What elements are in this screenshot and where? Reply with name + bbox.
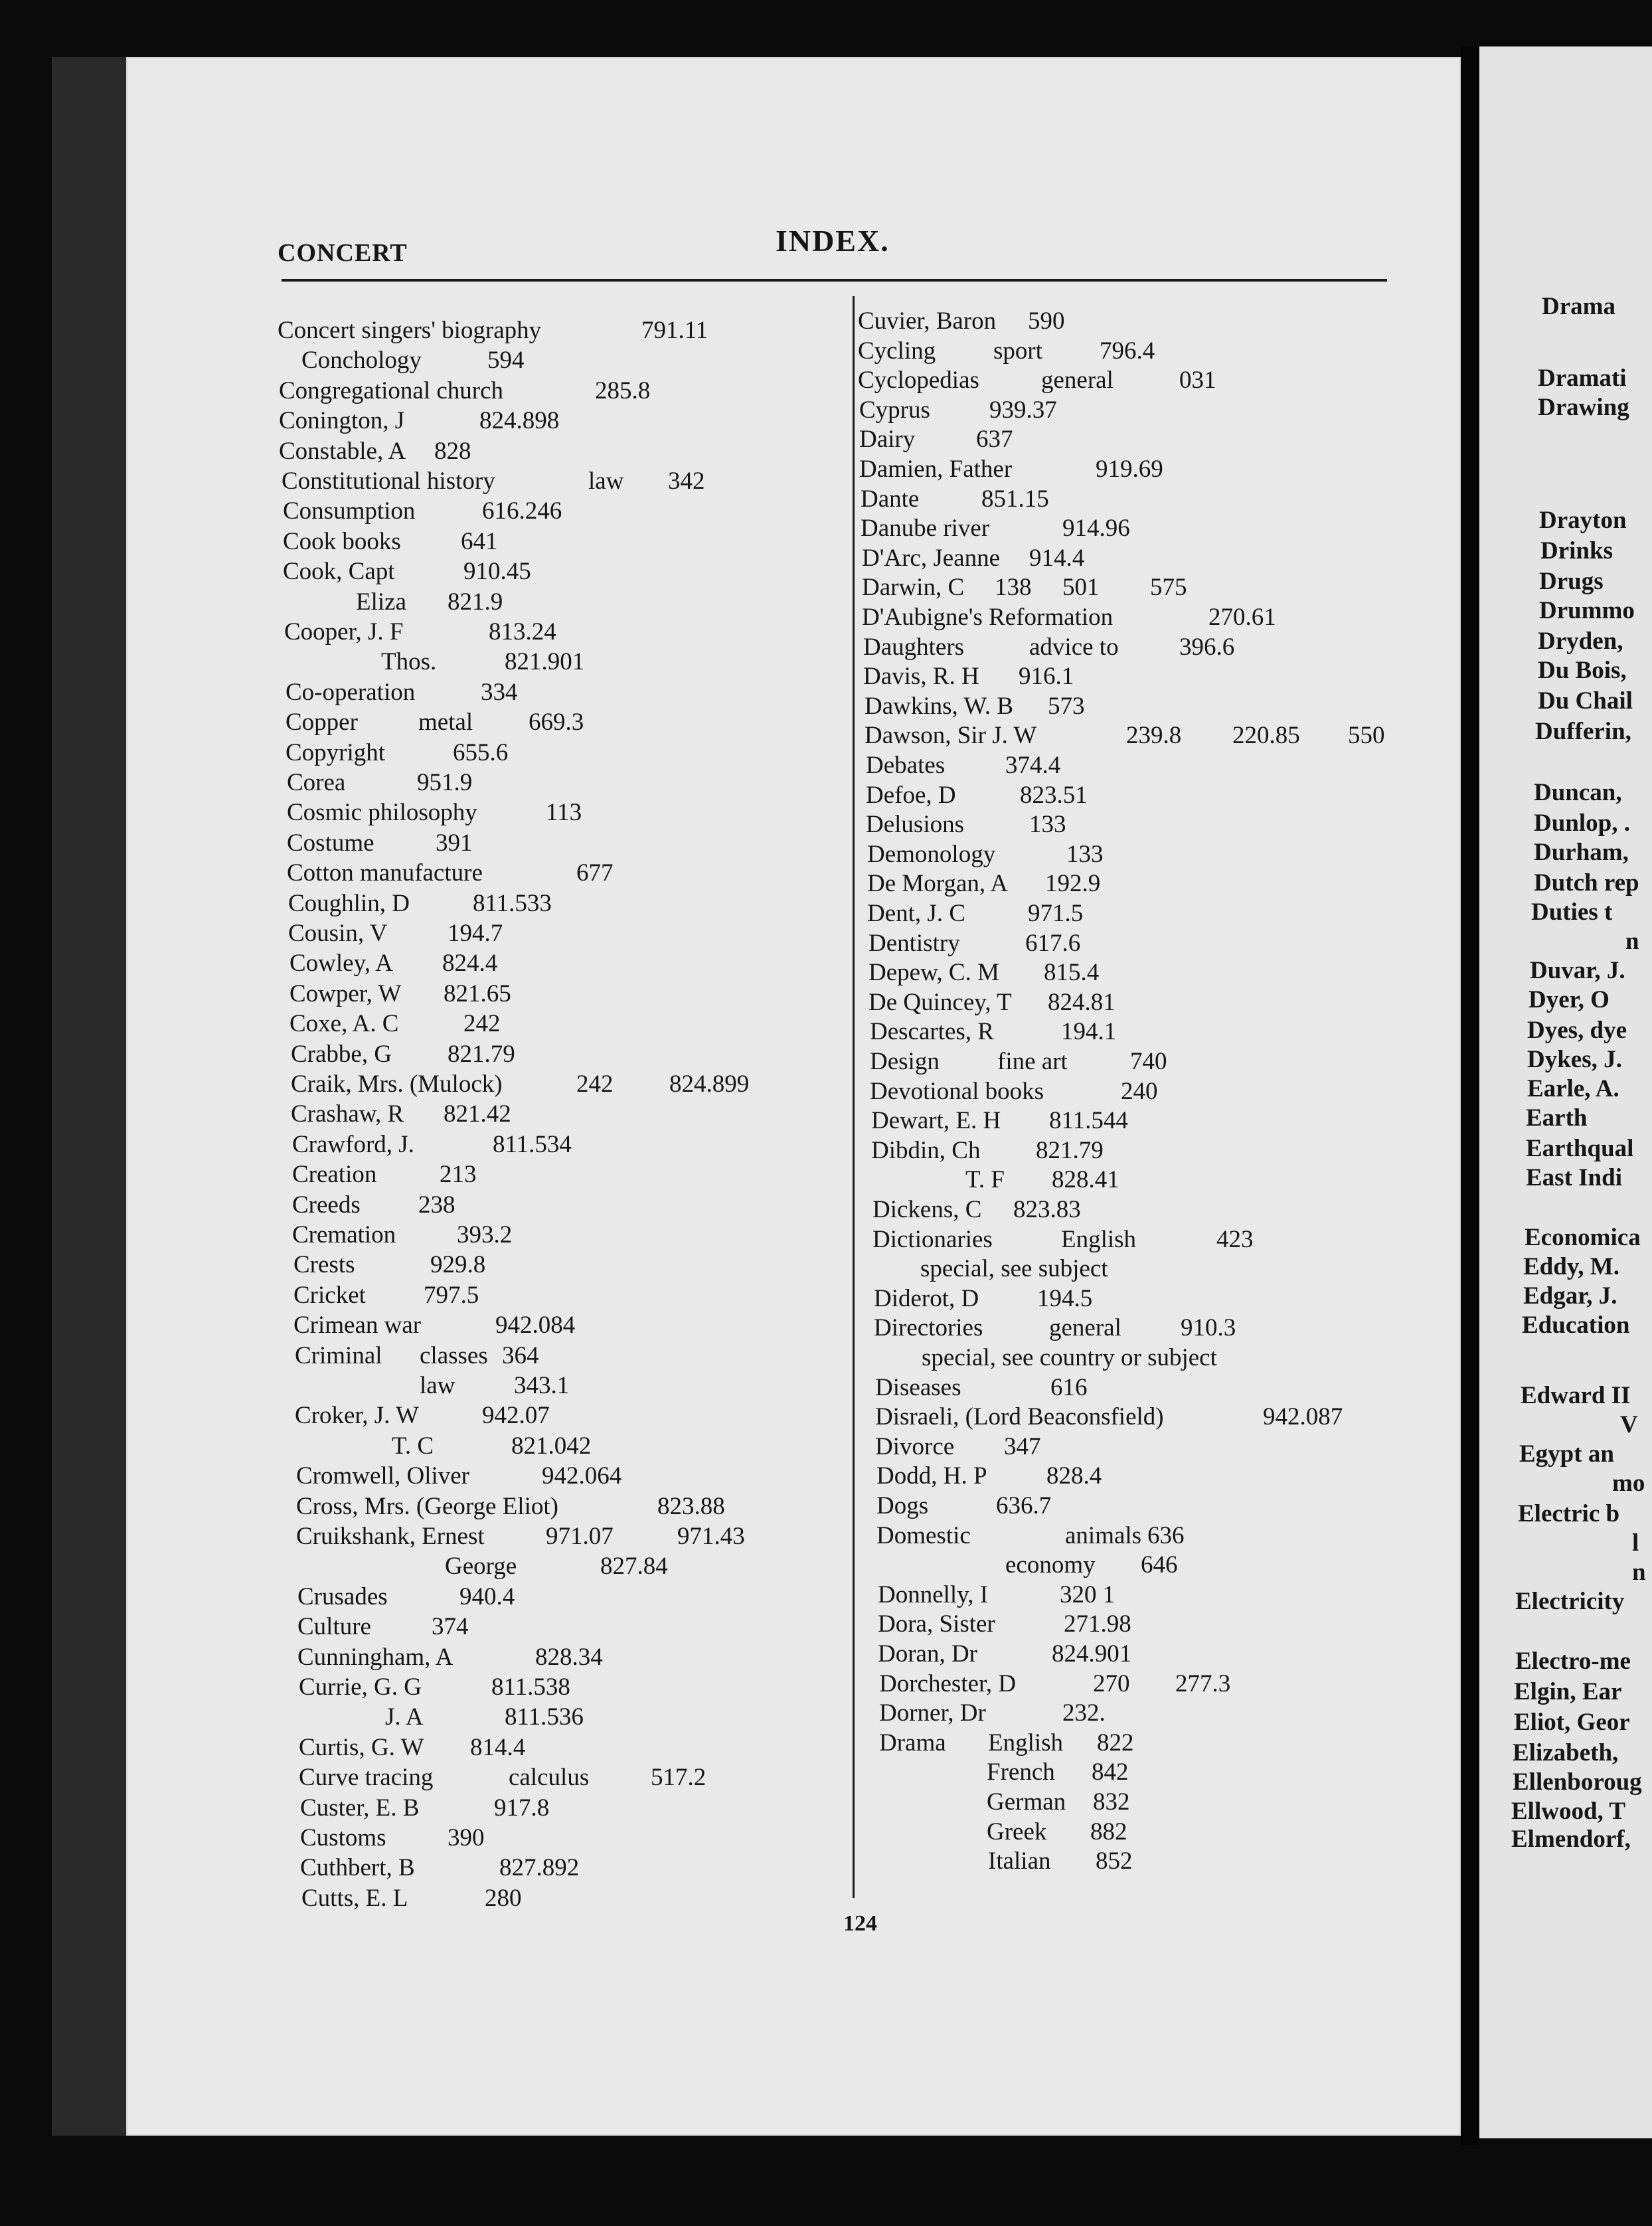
entry-heading: Danube river — [861, 515, 990, 542]
entry-reference: metal — [418, 709, 473, 736]
entry-heading: economy — [1005, 1551, 1096, 1579]
facing-page-entry: Economica — [1525, 1224, 1641, 1251]
entry-reference: 942.064 — [542, 1462, 622, 1490]
entry-heading: Cuthbert, B — [300, 1854, 415, 1881]
entry-reference: 285.8 — [595, 377, 651, 404]
entry-heading: Eliza — [356, 588, 407, 616]
entry-reference: 821.79 — [448, 1041, 515, 1068]
entry-reference: English — [988, 1729, 1064, 1756]
entry-reference: 239.8 — [1126, 722, 1182, 749]
entry-reference: 192.9 — [1045, 870, 1101, 897]
facing-page-entry: Dufferin, — [1535, 718, 1631, 745]
entry-reference: 646 — [1141, 1551, 1178, 1579]
entry-heading: Co-operation — [286, 679, 416, 706]
entry-reference: 616.246 — [482, 497, 562, 525]
entry-heading: Curve tracing — [299, 1764, 434, 1791]
facing-page-entry: Dykes, J. — [1527, 1046, 1622, 1073]
entry-reference: 821.42 — [444, 1100, 511, 1128]
entry-reference: 910.3 — [1181, 1314, 1236, 1341]
facing-page-entry: Earthqual — [1526, 1135, 1634, 1162]
entry-heading: Dewart, E. H — [871, 1107, 1001, 1134]
entry-heading: Damien, Father — [859, 456, 1013, 483]
entry-reference: 824.81 — [1048, 989, 1115, 1016]
page-number: 124 — [843, 1911, 877, 1936]
entry-heading: Crabbe, G — [291, 1041, 392, 1068]
entry-heading: Constitutional history — [282, 468, 495, 495]
entry-reference: 851.15 — [981, 485, 1049, 513]
entry-heading: Cycling — [858, 337, 936, 365]
facing-page-entry: Education — [1522, 1312, 1630, 1339]
facing-page-entry: Duties t — [1531, 899, 1613, 926]
facing-page-entry: Du Bois, — [1538, 657, 1627, 684]
entry-reference: 828 — [434, 438, 471, 465]
entry-heading: Devotional books — [870, 1078, 1044, 1105]
entry-heading: T. F — [965, 1166, 1005, 1193]
entry-heading: Cowper, W — [289, 980, 402, 1007]
entry-reference: 814.4 — [470, 1734, 526, 1761]
entry-reference: 677 — [576, 859, 614, 887]
entry-heading: Cotton manufacture — [287, 859, 483, 887]
entry-reference: 821.65 — [444, 980, 511, 1007]
entry-reference: 277.3 — [1175, 1670, 1231, 1697]
entry-reference: advice to — [1029, 634, 1119, 661]
entry-reference: 616 — [1050, 1374, 1088, 1401]
entry-heading: Conington, J — [279, 407, 405, 434]
entry-reference: 811.538 — [491, 1673, 570, 1701]
facing-page-entry: Elmendorf, — [1511, 1826, 1631, 1853]
entry-reference: 882 — [1090, 1818, 1127, 1845]
entry-reference: general — [1041, 367, 1114, 394]
entry-heading: Cosmic philosophy — [287, 799, 477, 826]
entry-reference: 374 — [432, 1613, 469, 1640]
entry-heading: Crimean war — [293, 1312, 422, 1339]
entry-heading: Crashaw, R — [291, 1100, 404, 1128]
entry-reference: 575 — [1150, 574, 1187, 601]
entry-heading: George — [445, 1553, 517, 1580]
entry-reference: 590 — [1028, 307, 1065, 335]
entry-heading: Design — [870, 1048, 940, 1075]
entry-heading: Depew, C. M — [868, 959, 999, 986]
entry-reference: 796.4 — [1100, 337, 1155, 365]
entry-reference: 238 — [418, 1191, 455, 1219]
entry-reference: 824.898 — [479, 407, 560, 434]
entry-heading: Consumption — [283, 497, 416, 525]
entry-reference: 617.6 — [1025, 930, 1081, 957]
entry-heading: Concert singers' biography — [278, 317, 542, 344]
entry-reference: 823.51 — [1020, 782, 1088, 809]
entry-heading: Davis, R. H — [863, 663, 979, 690]
entry-reference: 914.96 — [1062, 515, 1130, 542]
entry-heading: Descartes, R — [870, 1018, 994, 1045]
entry-heading: Dodd, H. P — [876, 1462, 987, 1490]
entry-reference: 942.07 — [482, 1402, 550, 1429]
facing-page-entry: Dutch rep — [1534, 869, 1639, 897]
entry-reference: 391 — [436, 829, 473, 857]
entry-heading: Currie, G. G — [299, 1673, 422, 1701]
entry-reference: 971.5 — [1028, 900, 1084, 927]
entry-heading: Dent, J. C — [867, 900, 965, 927]
facing-page-entry: Drugs — [1539, 568, 1604, 595]
entry-heading: Crawford, J. — [292, 1131, 414, 1158]
entry-reference: 270 — [1093, 1670, 1130, 1697]
entry-heading: Diseases — [875, 1374, 961, 1401]
entry-reference: 917.8 — [494, 1794, 550, 1822]
entry-heading: French — [987, 1758, 1055, 1786]
entry-reference: 133 — [1029, 811, 1066, 838]
entry-reference: 194.5 — [1037, 1285, 1093, 1312]
facing-page-entry: mo — [1612, 1470, 1645, 1497]
facing-page-entry: Ellenboroug — [1513, 1768, 1642, 1796]
entry-reference: 242 — [463, 1010, 501, 1037]
facing-page-entry: Durham, — [1534, 839, 1629, 866]
entry-heading: Congregational church — [279, 377, 504, 404]
entry-heading: Craik, Mrs. (Mulock) — [291, 1070, 503, 1098]
entry-heading: De Quincey, T — [868, 989, 1012, 1016]
facing-page-entry: Dyer, O — [1528, 986, 1610, 1013]
facing-page-entry: Eliot, Geor — [1514, 1709, 1630, 1736]
entry-heading: Donnelly, I — [878, 1581, 989, 1608]
entry-heading: Doran, Dr — [878, 1640, 978, 1668]
entry-reference: 594 — [487, 347, 525, 374]
entry-reference: 914.4 — [1029, 545, 1085, 572]
entry-heading: Conchology — [301, 347, 422, 374]
entry-reference: 919.69 — [1096, 456, 1163, 483]
entry-heading: Cousin, V — [288, 920, 388, 947]
entry-heading: Cook books — [283, 528, 401, 555]
entry-reference: 821.79 — [1036, 1137, 1104, 1164]
entry-heading: De Morgan, A — [867, 870, 1009, 897]
entry-reference: 636.7 — [996, 1492, 1052, 1519]
entry-heading: Dawkins, W. B — [865, 693, 1014, 720]
entry-heading: Italian — [988, 1847, 1051, 1875]
entry-reference: 390 — [448, 1824, 485, 1851]
entry-reference: 951.9 — [417, 769, 473, 796]
entry-reference: 791.11 — [641, 317, 708, 344]
entry-reference: 828.4 — [1046, 1462, 1102, 1490]
entry-heading: Daughters — [863, 634, 965, 661]
facing-page-entry: n — [1625, 928, 1639, 955]
entry-heading: D'Arc, Jeanne — [862, 545, 1001, 572]
entry-heading: Dictionaries — [872, 1226, 993, 1253]
facing-page-entry: Dryden, — [1538, 628, 1623, 655]
entry-heading: Dickens, C — [872, 1196, 982, 1223]
entry-heading: Dibdin, Ch — [871, 1137, 981, 1164]
entry-reference: 821.9 — [448, 588, 503, 616]
entry-heading: Defoe, D — [866, 782, 956, 809]
entry-heading: Cutts, E. L — [301, 1885, 408, 1912]
facing-page-entry: Dunlop, . — [1534, 810, 1630, 837]
entry-heading: Dairy — [859, 426, 916, 453]
entry-heading: Criminal — [295, 1342, 382, 1369]
entry-reference: 270.61 — [1208, 604, 1276, 631]
entry-reference: 637 — [976, 426, 1013, 453]
entry-heading: Greek — [987, 1818, 1047, 1845]
entry-reference: 138 — [995, 574, 1032, 601]
entry-reference: 828.41 — [1052, 1166, 1119, 1193]
entry-reference: 031 — [1179, 367, 1216, 394]
facing-page-entry: Duncan, — [1534, 779, 1622, 806]
entry-reference: calculus — [509, 1764, 590, 1791]
facing-page-entry: Edgar, J. — [1523, 1282, 1617, 1310]
entry-reference: 393.2 — [457, 1221, 513, 1248]
entry-heading: Dorchester, D — [879, 1670, 1017, 1697]
entry-reference: 822 — [1097, 1729, 1134, 1756]
entry-reference: 242 — [576, 1070, 614, 1098]
entry-heading: Copyright — [286, 739, 386, 766]
facing-page-entry: Ellwood, T — [1511, 1798, 1626, 1825]
page-title: INDEX. — [776, 224, 890, 258]
running-head: CONCERT — [278, 239, 408, 267]
book-binding-edge — [52, 57, 126, 2136]
entry-reference: English — [1061, 1226, 1137, 1253]
facing-page-entry: Electric b — [1518, 1500, 1620, 1527]
facing-page-entry: Drayton — [1539, 507, 1627, 534]
entry-heading: Cowley, A — [289, 950, 393, 977]
entry-reference: 929.8 — [430, 1251, 486, 1278]
facing-page-entry: Eddy, M. — [1523, 1253, 1619, 1280]
entry-reference: 334 — [481, 679, 518, 706]
entry-reference: 797.5 — [424, 1282, 479, 1309]
column-divider — [853, 296, 855, 1898]
entry-heading: Cooper, J. F — [284, 618, 404, 645]
entry-reference: 910.45 — [463, 558, 531, 585]
entry-heading: Cromwell, Oliver — [296, 1462, 470, 1490]
entry-heading: Disraeli, (Lord Beaconsfield) — [875, 1403, 1164, 1430]
entry-heading: Corea — [287, 769, 346, 796]
entry-heading: Cricket — [293, 1282, 366, 1309]
facing-page-entry: Duvar, J. — [1530, 957, 1625, 984]
entry-reference: 971.07 — [546, 1523, 614, 1550]
entry-heading: Cyprus — [859, 396, 930, 424]
entry-reference: 364 — [502, 1342, 539, 1369]
entry-heading: Custer, E. B — [300, 1794, 420, 1822]
entry-heading: Constable, A — [279, 438, 406, 465]
entry-heading: Croker, J. W — [295, 1402, 419, 1429]
entry-reference: 133 — [1066, 841, 1104, 868]
facing-page-entry: Electricity — [1515, 1588, 1625, 1615]
entry-reference: 669.3 — [529, 709, 584, 736]
facing-page-entry: Drawing — [1538, 394, 1629, 421]
entry-heading: Directories — [874, 1314, 983, 1341]
entry-heading: Crusades — [297, 1583, 388, 1610]
entry-reference: sport — [993, 337, 1042, 365]
entry-reference: 232. — [1062, 1699, 1106, 1727]
entry-heading: Curtis, G. W — [299, 1734, 424, 1761]
entry-reference: 517.2 — [651, 1764, 706, 1791]
entry-reference: 827.84 — [600, 1553, 668, 1580]
entry-reference: 824.4 — [442, 950, 498, 977]
entry-heading: special, see subject — [920, 1255, 1108, 1282]
facing-page-entry: Drummo — [1539, 597, 1635, 624]
entry-reference: 824.899 — [669, 1070, 750, 1098]
entry-heading: Demonology — [867, 841, 996, 868]
entry-reference: 280 — [485, 1885, 522, 1912]
entry-reference: general — [1049, 1314, 1121, 1341]
entry-reference: 501 — [1062, 574, 1100, 601]
entry-heading: Culture — [297, 1613, 371, 1640]
facing-page-entry: n — [1632, 1559, 1646, 1586]
entry-reference: 220.85 — [1232, 722, 1300, 749]
entry-heading: Customs — [300, 1824, 386, 1851]
entry-reference: 942.087 — [1263, 1403, 1343, 1430]
entry-reference: 113 — [546, 799, 582, 826]
entry-heading: Dogs — [876, 1492, 929, 1519]
entry-heading: Copper — [286, 709, 358, 736]
entry-heading: Divorce — [875, 1433, 955, 1460]
entry-heading: Coughlin, D — [288, 890, 410, 917]
facing-page-entry: Egypt an — [1519, 1440, 1614, 1468]
entry-reference: 423 — [1216, 1226, 1254, 1253]
entry-heading: Cunningham, A — [297, 1644, 454, 1671]
entry-reference: 815.4 — [1044, 959, 1100, 986]
entry-heading: Drama — [879, 1729, 946, 1756]
entry-heading: Creation — [292, 1161, 377, 1188]
entry-reference: 942.084 — [495, 1312, 576, 1339]
facing-page-entry: V — [1620, 1411, 1638, 1438]
entry-reference: 811.536 — [505, 1703, 584, 1731]
facing-page-entry: Drama — [1542, 293, 1615, 320]
entry-reference: 821.901 — [505, 648, 585, 675]
entry-reference: 824.901 — [1052, 1640, 1132, 1668]
entry-reference: 374.4 — [1005, 752, 1061, 779]
entry-reference: 842 — [1092, 1758, 1129, 1786]
entry-reference: 573 — [1048, 693, 1085, 720]
entry-reference: 828.34 — [535, 1644, 603, 1671]
book-gutter — [1461, 46, 1479, 2145]
facing-page-entry: Elgin, Ear — [1514, 1678, 1622, 1705]
entry-reference: 971.43 — [677, 1523, 745, 1550]
entry-heading: Thos. — [381, 648, 437, 675]
entry-reference: 852 — [1096, 1847, 1133, 1875]
entry-heading: Cyclopedias — [858, 367, 979, 394]
facing-page-entry: Du Chail — [1538, 687, 1633, 715]
entry-reference: 813.24 — [489, 618, 556, 645]
entry-reference: 940.4 — [459, 1583, 515, 1610]
entry-heading: Costume — [287, 829, 374, 857]
entry-reference: 240 — [1121, 1078, 1158, 1105]
header-rule — [282, 279, 1387, 282]
entry-heading: Dentistry — [868, 930, 960, 957]
entry-heading: Debates — [866, 752, 946, 779]
facing-page-entry: Elizabeth, — [1513, 1739, 1619, 1766]
entry-heading: Dante — [861, 485, 920, 513]
facing-page-entry: Edward II — [1521, 1382, 1631, 1409]
facing-page-entry: Dyes, dye — [1527, 1017, 1627, 1044]
entry-heading: Darwin, C — [862, 574, 965, 601]
entry-heading: Coxe, A. C — [289, 1010, 399, 1037]
entry-reference: 271.98 — [1064, 1610, 1131, 1638]
entry-heading: Cruikshank, Ernest — [296, 1523, 485, 1550]
entry-reference: 636 — [1147, 1522, 1185, 1549]
entry-reference: animals — [1065, 1522, 1142, 1549]
entry-reference: 821.042 — [511, 1432, 592, 1460]
entry-reference: 655.6 — [453, 739, 509, 766]
entry-reference: 916.1 — [1019, 663, 1074, 690]
entry-reference: 811.544 — [1049, 1107, 1128, 1134]
entry-heading: D'Aubigne's Reformation — [862, 604, 1114, 631]
entry-reference: classes — [420, 1342, 488, 1369]
entry-heading: T. C — [392, 1432, 434, 1460]
facing-page-entry: Dramati — [1538, 365, 1627, 392]
entry-heading: Domestic — [876, 1522, 971, 1549]
entry-heading: Dora, Sister — [878, 1610, 995, 1638]
entry-reference: 823.83 — [1013, 1196, 1081, 1223]
entry-reference: 827.892 — [499, 1854, 580, 1881]
facing-page-entry: Earth — [1526, 1104, 1588, 1132]
entry-heading: Dawson, Sir J. W — [865, 722, 1037, 749]
entry-reference: law — [588, 468, 624, 495]
entry-reference: 342 — [668, 468, 705, 495]
entry-reference: 832 — [1093, 1788, 1130, 1816]
entry-reference: 823.88 — [657, 1493, 725, 1520]
entry-heading: Cross, Mrs. (George Eliot) — [296, 1493, 558, 1520]
entry-reference: 641 — [461, 528, 498, 555]
entry-heading: law — [420, 1372, 455, 1399]
entry-heading: Creeds — [292, 1191, 361, 1219]
entry-heading: special, see country or subject — [922, 1344, 1217, 1371]
entry-reference: fine art — [997, 1048, 1068, 1075]
entry-heading: Cook, Capt — [283, 558, 395, 585]
entry-reference: 811.533 — [473, 890, 552, 917]
entry-reference: 343.1 — [514, 1372, 570, 1399]
entry-reference: 939.37 — [989, 396, 1057, 424]
facing-page-entry: Electro-me — [1515, 1648, 1631, 1675]
entry-reference: 320 1 — [1060, 1581, 1115, 1608]
entry-reference: 550 — [1348, 722, 1385, 749]
entry-heading: Cuvier, Baron — [858, 307, 997, 335]
entry-reference: 396.6 — [1179, 634, 1235, 661]
entry-reference: 194.7 — [448, 920, 503, 947]
entry-reference: 740 — [1130, 1048, 1167, 1075]
facing-page-entry: East Indi — [1526, 1164, 1622, 1191]
entry-heading: Delusions — [866, 811, 964, 838]
entry-reference: 213 — [440, 1161, 477, 1188]
facing-page-entry: l — [1632, 1529, 1639, 1557]
entry-heading: Crests — [293, 1251, 355, 1278]
entry-heading: Cremation — [292, 1221, 396, 1248]
facing-page-entry: Drinks — [1540, 537, 1613, 564]
entry-heading: J. A — [385, 1703, 424, 1731]
entry-heading: Dorner, Dr — [879, 1699, 986, 1727]
entry-reference: 347 — [1004, 1433, 1041, 1460]
entry-heading: German — [987, 1788, 1066, 1816]
entry-reference: 194.1 — [1061, 1018, 1117, 1045]
entry-reference: 811.534 — [493, 1131, 572, 1158]
entry-heading: Diderot, D — [874, 1285, 979, 1312]
facing-page-entry: Earle, A. — [1527, 1075, 1619, 1102]
